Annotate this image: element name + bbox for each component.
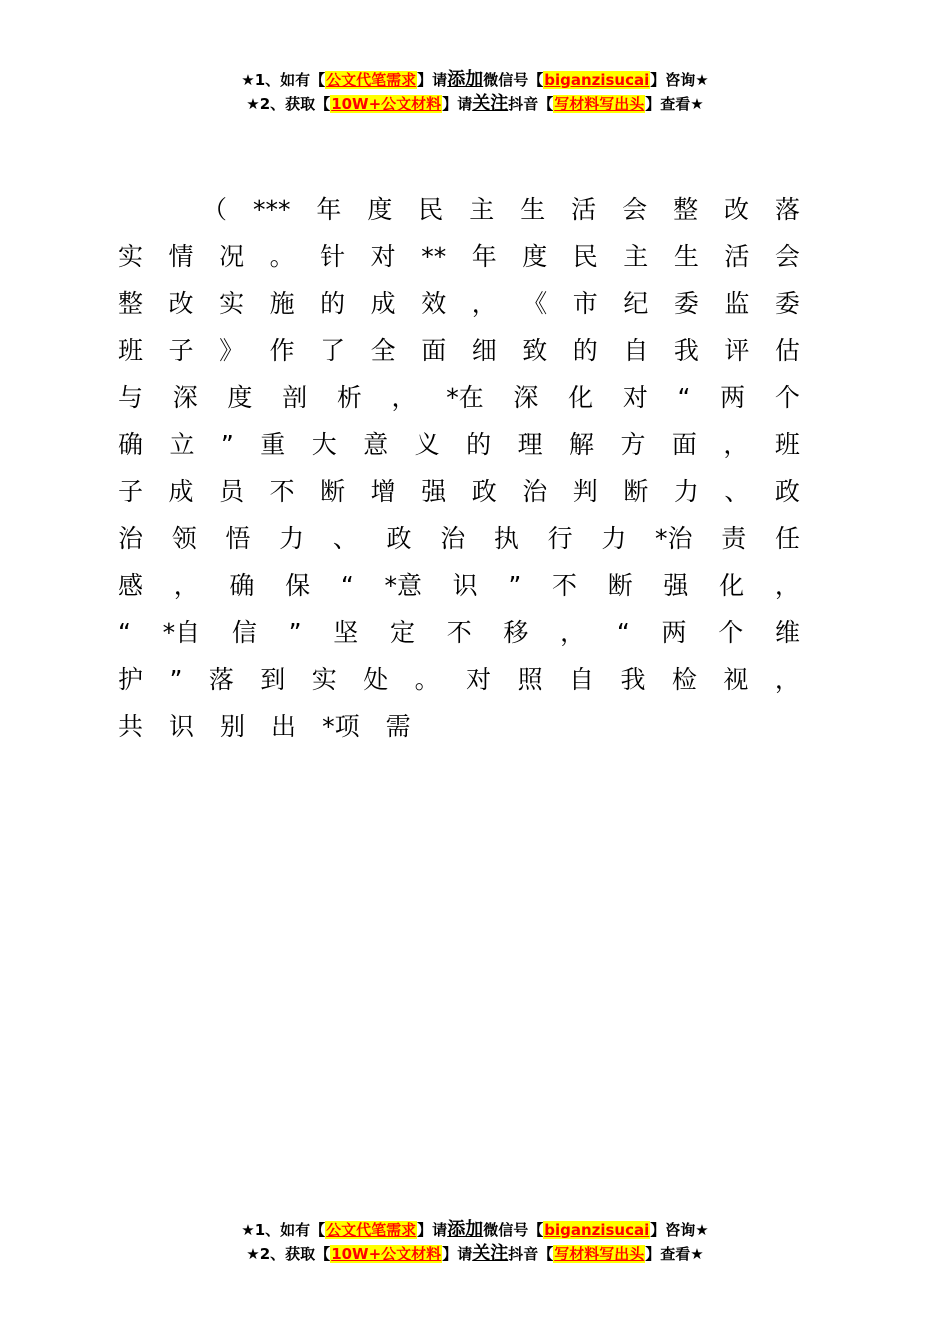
body-char: 生: [520, 195, 546, 224]
body-line: [118, 609, 800, 656]
body-char: *意: [384, 571, 422, 600]
footer-banner: [0, 1218, 950, 1266]
body-char: 评: [724, 336, 750, 365]
body-char: 监: [724, 289, 750, 318]
highlight-wechat-id: biganzisucai: [544, 1221, 650, 1239]
body-char: 立: [169, 430, 195, 459]
body-char: 整: [118, 289, 144, 318]
body-char: 重: [260, 430, 286, 459]
body-char: 确: [229, 571, 255, 600]
banner-emphasis-add: 添加: [447, 69, 484, 90]
body-char: 治: [118, 524, 144, 553]
footer-banner-line-2: [0, 1242, 950, 1266]
header-banner: [0, 68, 950, 116]
body-char: 主: [469, 195, 495, 224]
body-line: [118, 327, 800, 374]
body-char: 落: [774, 195, 800, 224]
header-banner-line-1: [0, 68, 950, 92]
body-char: ，: [391, 383, 417, 412]
body-char: 成: [370, 289, 396, 318]
body-line: [118, 374, 800, 421]
banner-text: 】咨询★: [650, 1221, 709, 1239]
body-line: [118, 703, 800, 750]
body-char: 护: [118, 665, 144, 694]
body-char: 我: [673, 336, 699, 365]
body-char: 《: [522, 289, 548, 318]
body-char: 方: [620, 430, 646, 459]
body-char: 两: [661, 618, 687, 647]
body-char: 对: [622, 383, 648, 412]
body-char: 面: [671, 430, 697, 459]
body-char: *治: [655, 524, 693, 553]
body-char: ”: [220, 430, 234, 459]
body-char: 民: [418, 195, 444, 224]
body-char: 责: [721, 524, 747, 553]
body-char: 纪: [623, 289, 649, 318]
body-char: 年: [316, 195, 342, 224]
body-char: 实: [118, 242, 144, 271]
body-char: 度: [367, 195, 393, 224]
body-line: [118, 656, 800, 703]
body-char: 视: [723, 665, 749, 694]
body-char: ，: [723, 430, 749, 459]
document-body: [118, 186, 800, 750]
body-char: 力: [673, 477, 699, 506]
body-char: 意: [363, 430, 389, 459]
body-char: 对: [370, 242, 396, 271]
header-banner-line-2: [0, 92, 950, 116]
body-char: 落: [208, 665, 234, 694]
body-char: 解: [569, 430, 595, 459]
highlight-ghostwriting: 公文代笔需求: [326, 71, 417, 89]
body-char: 照: [517, 665, 543, 694]
body-char: 行: [547, 524, 573, 553]
body-char: 化: [568, 383, 594, 412]
body-char: 政: [471, 477, 497, 506]
banner-text: 】请: [442, 1245, 473, 1263]
body-char: 了: [320, 336, 346, 365]
body-char: 度: [522, 242, 548, 271]
body-char: ，: [560, 618, 586, 647]
banner-text: 抖音【: [508, 1245, 554, 1263]
body-char: 自: [623, 336, 649, 365]
body-char: 班: [118, 336, 144, 365]
banner-text: 微信号【: [483, 1221, 544, 1239]
body-char: 与: [118, 383, 144, 412]
body-char: 改: [724, 195, 750, 224]
body-char: 不: [552, 571, 578, 600]
body-char: 民: [572, 242, 598, 271]
body-char: 治: [522, 477, 548, 506]
body-char: 委: [673, 289, 699, 318]
body-char: “: [616, 618, 630, 647]
body-char: ”: [288, 618, 302, 647]
body-char: “: [118, 618, 131, 647]
highlight-wechat-id: biganzisucai: [544, 71, 650, 89]
body-char: 信: [231, 618, 257, 647]
body-char: ***: [252, 195, 291, 224]
body-char: 致: [522, 336, 548, 365]
body-char: 子: [168, 336, 194, 365]
banner-text: ★2、获取【: [246, 1245, 331, 1263]
body-char: *自: [162, 618, 201, 647]
body-char: 两: [720, 383, 746, 412]
body-char: 深: [513, 383, 539, 412]
body-char: 理: [517, 430, 543, 459]
body-char: 会: [774, 242, 800, 271]
body-char: ，: [774, 665, 800, 694]
body-char: 个: [774, 383, 800, 412]
body-char: 移: [503, 618, 529, 647]
banner-text: 】查看★: [645, 1245, 704, 1263]
body-line: [118, 421, 800, 468]
banner-emphasis-add: 添加: [447, 1219, 484, 1240]
body-char: 自: [569, 665, 595, 694]
body-char: 实: [219, 289, 245, 318]
body-char: 活: [724, 242, 750, 271]
body-char: 识: [169, 712, 195, 741]
body-char: 委: [774, 289, 800, 318]
highlight-materials: 10W+公文材料: [331, 1245, 442, 1263]
banner-emphasis-follow: 关注: [472, 1243, 509, 1264]
banner-text: 】请: [417, 1221, 448, 1239]
banner-text: ★1、如有【: [241, 71, 326, 89]
banner-text: 抖音【: [508, 95, 554, 113]
body-char: 。: [269, 242, 295, 271]
body-char: 的: [320, 289, 346, 318]
body-char: 断: [320, 477, 346, 506]
body-char: *项: [322, 712, 360, 741]
body-char: 到: [260, 665, 286, 694]
body-char: 市: [572, 289, 598, 318]
body-char: 会: [622, 195, 648, 224]
body-char: ”: [169, 665, 183, 694]
body-char: 我: [620, 665, 646, 694]
body-char: 》: [219, 336, 245, 365]
body-char: *在: [446, 383, 484, 412]
body-char: 需: [385, 712, 411, 741]
body-char: 主: [623, 242, 649, 271]
body-char: 不: [446, 618, 472, 647]
body-char: 治: [440, 524, 466, 553]
body-char: “: [677, 383, 691, 412]
body-char: 力: [279, 524, 305, 553]
banner-emphasis-follow: 关注: [472, 93, 509, 114]
body-char: （: [202, 195, 228, 224]
body-char: “: [340, 571, 354, 600]
body-char: 定: [389, 618, 415, 647]
body-line: [118, 233, 800, 280]
body-char: 别: [220, 712, 246, 741]
body-char: 度: [227, 383, 253, 412]
body-line: [118, 280, 800, 327]
body-line: [118, 562, 800, 609]
body-char: 强: [421, 477, 447, 506]
body-char: 剖: [282, 383, 308, 412]
body-char: 。: [414, 665, 440, 694]
body-char: 整: [673, 195, 699, 224]
body-char: 全: [370, 336, 396, 365]
body-char: 的: [572, 336, 598, 365]
banner-text: 】查看★: [645, 95, 704, 113]
body-char: 实: [311, 665, 337, 694]
body-char: 坚: [333, 618, 359, 647]
body-char: 政: [774, 477, 800, 506]
footer-banner-line-1: [0, 1218, 950, 1242]
body-char: 化: [719, 571, 745, 600]
body-char: 细: [471, 336, 497, 365]
body-char: 断: [607, 571, 633, 600]
body-char: 活: [571, 195, 597, 224]
banner-text: 微信号【: [483, 71, 544, 89]
body-char: 检: [671, 665, 697, 694]
body-char: 处: [363, 665, 389, 694]
highlight-ghostwriting: 公文代笔需求: [326, 1221, 417, 1239]
body-char: 生: [673, 242, 699, 271]
banner-text: 】请: [442, 95, 473, 113]
body-char: 出: [271, 712, 297, 741]
body-line: [118, 468, 800, 515]
body-char: 效: [421, 289, 447, 318]
body-char: 确: [118, 430, 144, 459]
body-char: 保: [285, 571, 311, 600]
banner-text: ★2、获取【: [246, 95, 331, 113]
body-char: 任: [774, 524, 800, 553]
body-char: 面: [421, 336, 447, 365]
body-char: ，: [774, 571, 800, 600]
highlight-douyin-account: 写材料写出头: [554, 95, 645, 113]
body-char: ”: [508, 571, 522, 600]
body-char: 作: [269, 336, 295, 365]
body-char: 共: [118, 712, 144, 741]
body-char: 年: [471, 242, 497, 271]
body-char: 强: [663, 571, 689, 600]
body-char: 班: [774, 430, 800, 459]
body-char: 政: [386, 524, 412, 553]
body-char: 、: [332, 524, 358, 553]
body-char: 力: [601, 524, 627, 553]
body-char: 义: [414, 430, 440, 459]
body-char: **: [421, 242, 447, 271]
body-line: [118, 186, 800, 233]
body-char: 针: [320, 242, 346, 271]
body-char: 识: [452, 571, 478, 600]
body-char: 子: [118, 477, 144, 506]
body-char: 判: [572, 477, 598, 506]
body-char: 、: [724, 477, 750, 506]
body-char: 员: [219, 477, 245, 506]
body-char: 增: [370, 477, 396, 506]
highlight-materials: 10W+公文材料: [331, 95, 442, 113]
body-char: 大: [311, 430, 337, 459]
body-char: ，: [471, 289, 497, 318]
body-char: 深: [172, 383, 198, 412]
highlight-douyin-account: 写材料写出头: [554, 1245, 645, 1263]
body-char: 感: [118, 571, 144, 600]
body-char: 析: [336, 383, 362, 412]
banner-text: 】请: [417, 71, 448, 89]
body-char: 的: [466, 430, 492, 459]
body-char: 悟: [225, 524, 251, 553]
body-char: 情: [168, 242, 194, 271]
body-char: 断: [623, 477, 649, 506]
body-char: 不: [269, 477, 295, 506]
banner-text: 】咨询★: [650, 71, 709, 89]
body-char: 改: [168, 289, 194, 318]
body-char: 执: [493, 524, 519, 553]
body-char: ，: [173, 571, 199, 600]
body-char: 领: [171, 524, 197, 553]
body-char: 对: [466, 665, 492, 694]
banner-text: ★1、如有【: [241, 1221, 326, 1239]
body-char: 维: [774, 618, 800, 647]
body-char: 成: [168, 477, 194, 506]
body-char: 个: [718, 618, 744, 647]
body-char: 施: [269, 289, 295, 318]
body-char: 估: [774, 336, 800, 365]
body-line: [118, 515, 800, 562]
body-char: 况: [219, 242, 245, 271]
